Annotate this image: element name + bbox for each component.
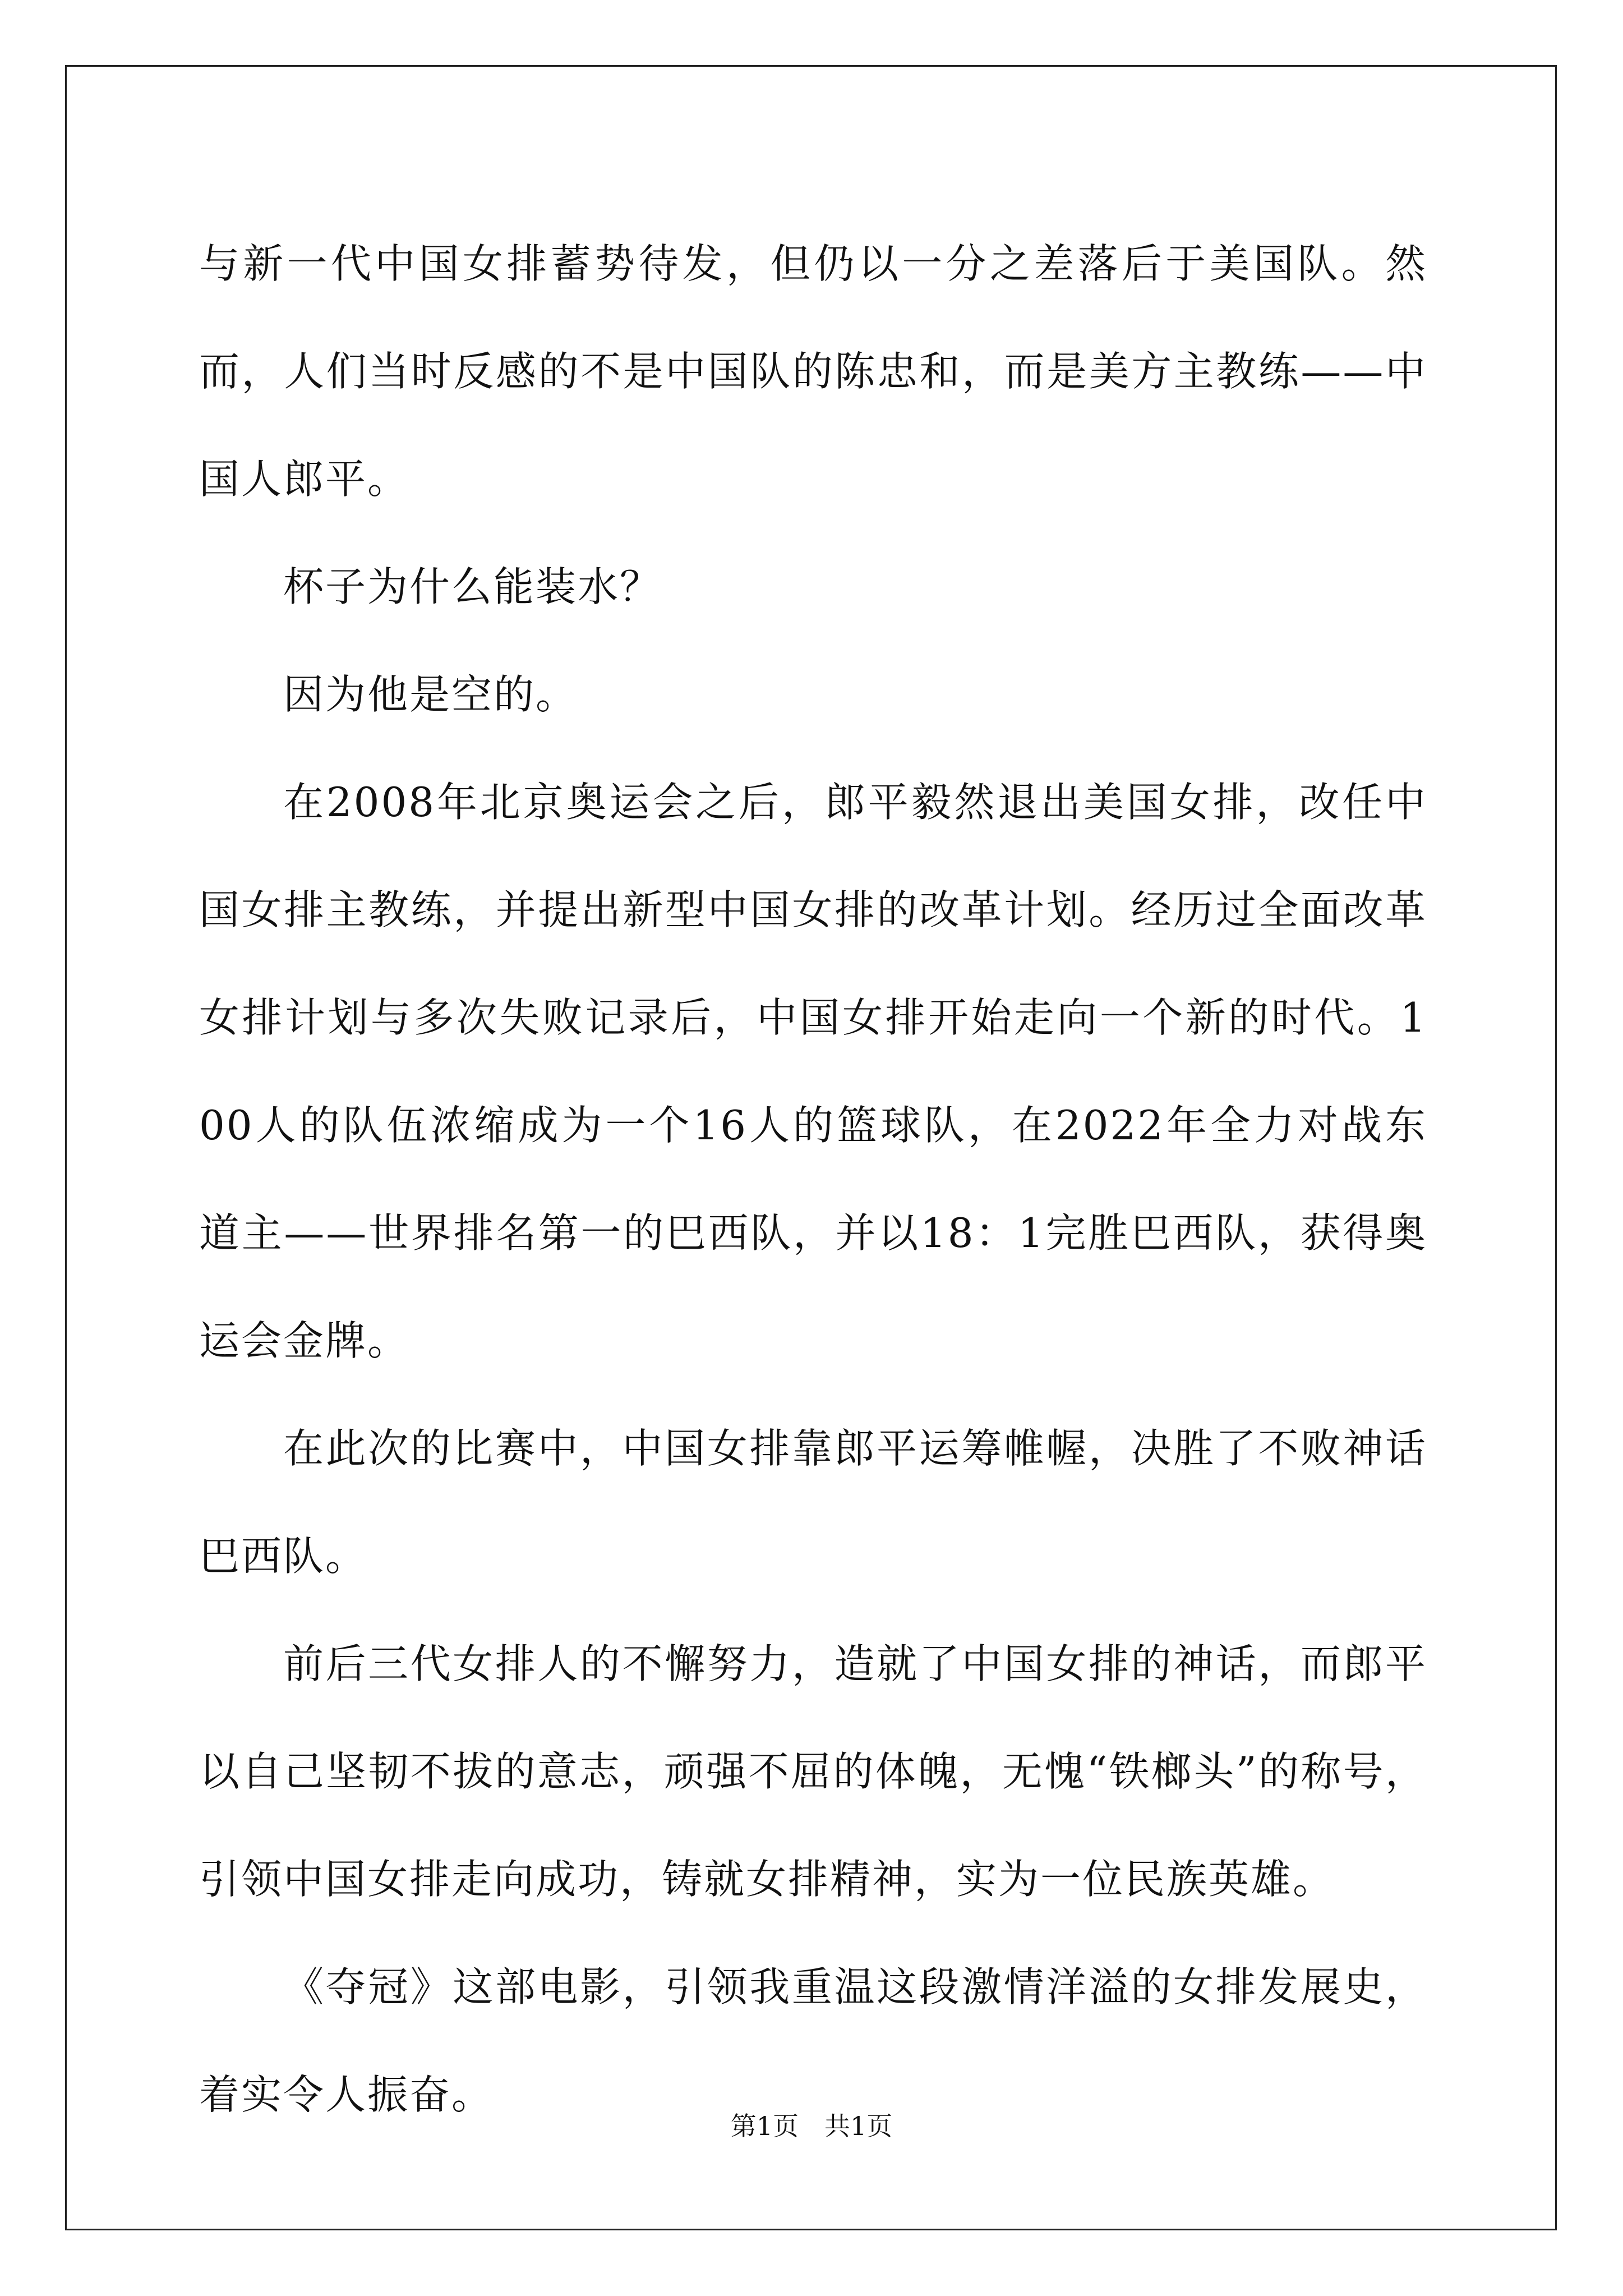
page-footer — [0, 2109, 1623, 2143]
paragraph: 在2008年北京奥运会之后，郎平毅然退出美国女排，改任中国女排主教练，并提出新型中国女排的改革计划。经历过全面改革女排计划与多次失败记录后，中国女排开始走向一个新的时代。100人的队伍浓缩成为一个16人的篮球队，在2022年全力对战东道主——世界排名第一的巴西队，并以18：1完胜巴西队，获得奥运会金牌。 — [199, 779, 1427, 1364]
paragraph: 前后三代女排人的不懈努力，造就了中国女排的神话，而郎平以自己坚韧不拔的意志，顽强不屈的体魄，无愧“铁榔头”的称号，引领中国女排走向成功，铸就女排精神，实为一位民族英雄。 — [199, 1640, 1427, 1903]
document-body — [199, 210, 1427, 2148]
paragraph: 在此次的比赛中，中国女排靠郎平运筹帷幄，决胜了不败神话巴西队。 — [199, 1425, 1427, 1580]
paragraph: 因为他是空的。 — [283, 671, 578, 718]
page-total: 共1页 — [824, 2111, 893, 2141]
paragraph: 与新一代中国女排蓄势待发，但仍以一分之差落后于美国队。然而，人们当时反感的不是中国队的陈忠和，而是美方主教练——中国人郎平。 — [199, 240, 1427, 503]
paragraph: 杯子为什么能装水？ — [283, 563, 662, 610]
page-number: 第1页 — [730, 2111, 799, 2141]
paragraph: 《夺冠》这部电影，引领我重温这段激情洋溢的女排发展史，着实令人振奋。 — [199, 1963, 1427, 2118]
